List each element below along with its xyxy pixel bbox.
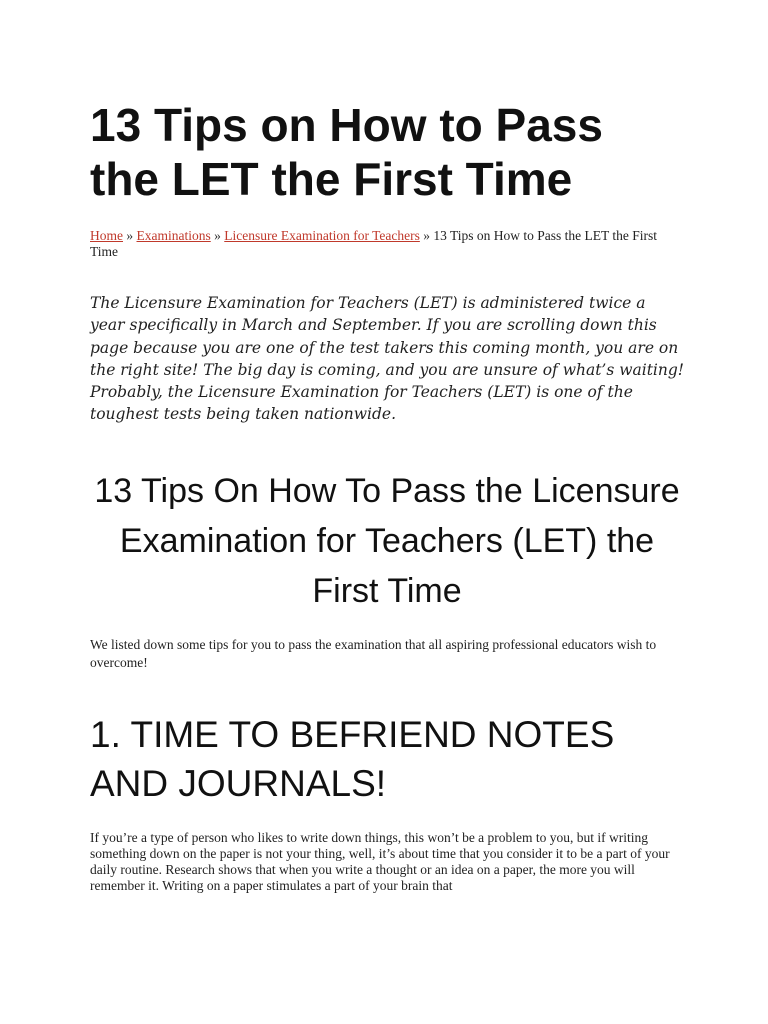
- section-heading-1: 1. TIME TO BEFRIEND NOTES AND JOURNALS!: [90, 714, 615, 804]
- breadcrumb-separator: »: [214, 228, 221, 243]
- breadcrumb-separator: »: [423, 228, 430, 243]
- breadcrumb-link-home[interactable]: Home: [90, 228, 123, 243]
- breadcrumb-separator: »: [126, 228, 134, 243]
- breadcrumb-link-examinations[interactable]: Examinations: [136, 228, 211, 243]
- breadcrumb-link-licensure-examination[interactable]: Licensure Examination for Teachers: [224, 228, 420, 243]
- article-subtitle: 13 Tips On How To Pass the Licensure Examination for Teachers (LET) the First Time: [94, 472, 680, 610]
- lead-paragraph: We listed down some tips for you to pass the examination that all aspiring professional educators wish to overcome!: [90, 637, 657, 670]
- intro-paragraph: The Licensure Examination for Teachers (LET) is administered twice a year specifically in March and September. If you are scrolling down this page because you are one of the test takers this coming month, you are on the right site! The big day is coming, and you are unsure of what’s waiting! Probably, the Licensure Examination for Teachers (LET) is one of the toughest tests being taken nationwide.: [90, 294, 685, 424]
- page-title: 13 Tips on How to Pass the LET the First Time: [90, 99, 603, 205]
- breadcrumb-current: 13 Tips on How to Pass the LET the First Time: [90, 228, 658, 259]
- breadcrumb: [90, 228, 684, 260]
- section-body-1: If you’re a type of person who likes to write down things, this won’t be a problem to you, but if writing something down on the paper is not your thing, well, it’s about time that you consider it to be a part of your daily routine. Research shows that when you write a thought or an idea on a paper, the more you will remember it. Writing on a paper stimulates a part of your brain that: [90, 830, 670, 893]
